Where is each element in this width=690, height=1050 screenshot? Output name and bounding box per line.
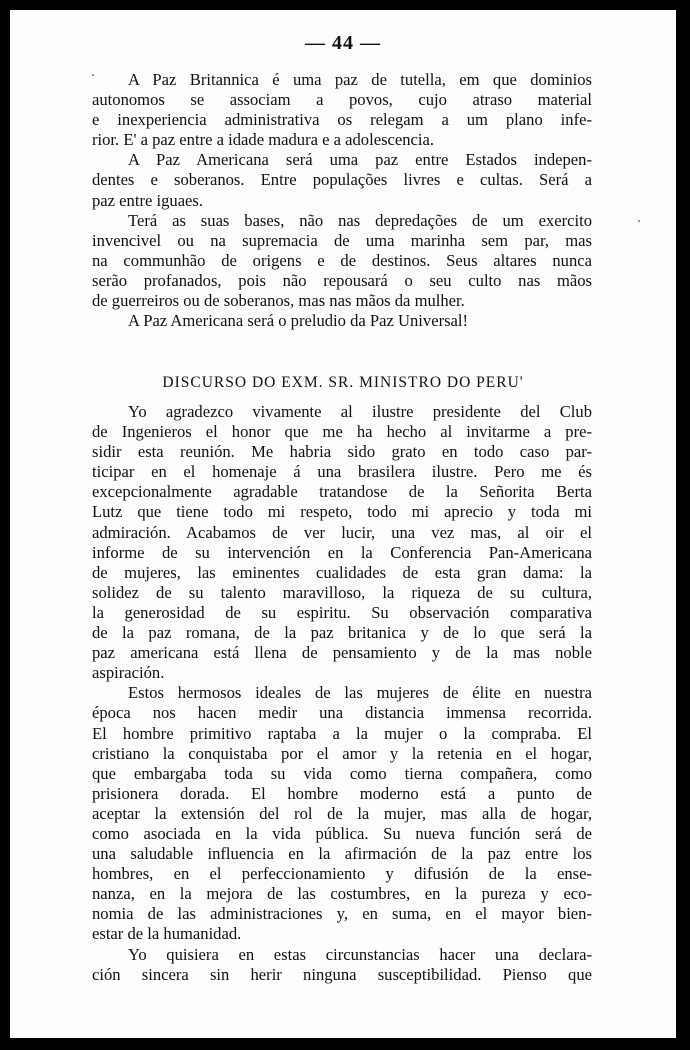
text-line: de mujeres, las eminentes cualidades de esta gran dama: la	[92, 562, 592, 582]
text-line: excepcionalmente agradable tratandose de la Señorita Berta	[92, 482, 592, 502]
text-line: nanza, en la mejora de las costumbres, en la pureza y eco-	[92, 884, 592, 904]
section-heading: DISCURSO DO EXM. SR. MINISTRO DO PERU'	[162, 374, 524, 391]
text-line: prisionera dorada. El hombre moderno está a punto de	[92, 783, 592, 803]
text-line: sidir esta reunión. Me habria sido grato en todo caso par-	[92, 442, 592, 462]
text-line: na communhão de origens e de destinos. Seus altares nunca	[92, 250, 592, 270]
section-1-body	[92, 70, 592, 331]
text-line: invencivel ou na supremacia de uma marinha sem par, mas	[92, 230, 592, 250]
text-line: que embargaba toda su vida como tierna compañera, como	[92, 763, 592, 783]
text-line: paz americana está llena de pensamiento y de la mas noble	[92, 643, 592, 663]
text-line: cristiano la conquistaba por el amor y la retenia en el hogar,	[92, 743, 592, 763]
text-line: de la paz romana, de la paz britanica y de lo que será la	[92, 623, 592, 643]
text-line: dentes e soberanos. Entre populações livres e cultas. Será a	[92, 170, 592, 190]
section-2-body	[92, 402, 592, 985]
text-line: como asociada en la vida pública. Su nueva función será de	[92, 823, 592, 843]
text-line: serão profanados, pois não repousará o seu culto nas mãos	[92, 270, 592, 290]
text-line: Estos hermosos ideales de las mujeres de élite en nuestra	[128, 683, 592, 703]
text-line: A Paz Americana será uma paz entre Estados indepen-	[128, 150, 592, 170]
text-line: e inexperiencia administrativa os relegam a um plano infe-	[92, 110, 592, 130]
text-line: ticipar en el homenaje á una brasilera ilustre. Pero me és	[92, 462, 592, 482]
text-line: admiración. Acabamos de ver lucir, una vez mas, al oir el	[92, 522, 592, 542]
text-line: aceptar la extensión del rol de la mujer, mas alla de hogar,	[92, 803, 592, 823]
text-line: rior. E' a paz entre a idade madura e a adolescencia.	[92, 130, 435, 150]
text-line: autonomos se associam a povos, cujo atraso material	[92, 90, 592, 110]
page-number: — 44 —	[305, 32, 381, 54]
scan-speck	[638, 220, 640, 222]
text-line: una saludable influencia en la afirmación de la paz entre los	[92, 844, 592, 864]
text-line: informe de su intervención en la Conferencia Pan-Americana	[92, 542, 592, 562]
text-line: de guerreiros ou de soberanos, mas nas mãos da mulher.	[92, 291, 465, 311]
text-line: de Ingenieros el honor que me ha hecho al invitarme a pre-	[92, 422, 592, 442]
text-line: solidez de su talento maravilloso, la riqueza de su cultura,	[92, 582, 592, 602]
text-line: A Paz Britannica é uma paz de tutella, em que dominios	[128, 70, 592, 89]
book-page	[10, 10, 676, 1038]
text-line: la generosidad de su espiritu. Su observación comparativa	[92, 602, 592, 622]
text-line: El hombre primitivo raptaba a la mujer o la compraba. El	[92, 723, 592, 743]
text-line: época nos hacen medir una distancia immensa recorrida.	[92, 703, 592, 723]
text-line: hombres, en el perfeccionamiento y difusión de la ense-	[92, 864, 592, 884]
scan-speck	[92, 74, 94, 76]
text-line: Lutz que tiene todo mi respeto, todo mi aprecio y toda mi	[92, 502, 592, 522]
text-line: aspiración.	[92, 663, 165, 683]
text-line: Yo agradezco vivamente al ilustre presidente del Club	[128, 402, 592, 421]
text-line: ción sincera sin herir ninguna susceptibilidad. Pienso que	[92, 964, 592, 984]
text-line: paz entre iguaes.	[92, 190, 204, 210]
text-line: A Paz Americana será o preludio da Paz Universal!	[128, 311, 469, 331]
text-line: Terá as suas bases, não nas depredações de um exercito	[128, 210, 592, 230]
text-line: nomia de las administraciones y, en suma, en el mayor bien-	[92, 904, 592, 924]
text-line: Yo quisiera en estas circunstancias hacer una declara-	[128, 944, 592, 964]
text-line: estar de la humanidad.	[92, 924, 242, 944]
